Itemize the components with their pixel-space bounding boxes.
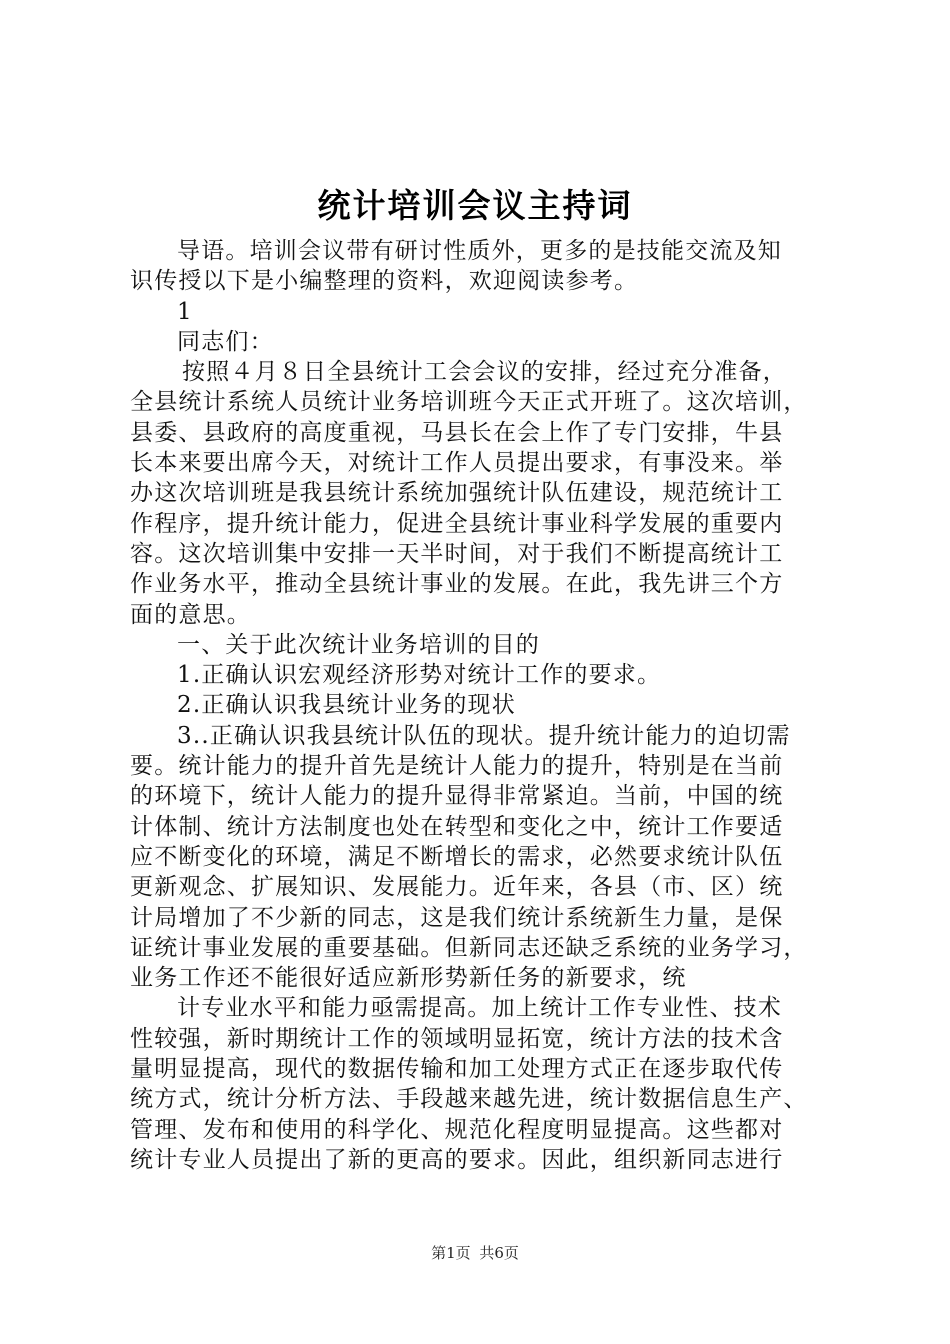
paragraph-line: 要。统计能力的提升首先是统计人能力的提升，特别是在当前 xyxy=(130,753,784,780)
paragraph-line: 作程序，提升统计能力，促进全县统计事业科学发展的重要内 xyxy=(130,510,784,537)
paragraph-line: 计专业水平和能力亟需提高。加上统计工作专业性、技术 xyxy=(177,995,782,1022)
paragraph-line: 统计专业人员提出了新的更高的要求。因此，组织新同志进行 xyxy=(130,1146,784,1173)
page-total: 共6页 xyxy=(479,1244,519,1262)
paragraph-line: 长本来要出席今天，对统计工作人员提出要求，有事没来。举 xyxy=(130,450,784,477)
paragraph-line: 计体制、统计方法制度也处在转型和变化之中，统计工作要适 xyxy=(130,813,784,840)
paragraph-line: 业务工作还不能很好适应新形势新任务的新要求，统 xyxy=(130,965,687,992)
section-heading: 一、关于此次统计业务培训的目的 xyxy=(177,631,540,658)
document-title: 统计培训会议主持词 xyxy=(317,186,633,225)
paragraph-line: 识传授以下是小编整理的资料，欢迎阅读参考。 xyxy=(130,268,639,295)
paragraph-line: 容。这次培训集中安排一天半时间，对于我们不断提高统计工 xyxy=(130,540,784,567)
paragraph-line: 管理、发布和使用的科学化、规范化程度明显提高。这些都对 xyxy=(130,1116,784,1143)
paragraph-line: 作业务水平，推动全县统计事业的发展。在此，我先讲三个方 xyxy=(130,571,784,598)
paragraph-line: 办这次培训班是我县统计系统加强统计队伍建设，规范统计工 xyxy=(130,480,784,507)
paragraph-line: 同志们： xyxy=(177,328,274,355)
list-item: 1.正确认识宏观经济形势对统计工作的要求。 xyxy=(177,662,662,689)
paragraph-line: 量明显提高，现代的数据传输和加工处理方式正在逐步取代传 xyxy=(130,1056,784,1083)
list-item: 2.正确认识我县统计业务的现状 xyxy=(177,692,516,719)
page-number: 第1页 xyxy=(431,1244,471,1262)
paragraph-line: 计局增加了不少新的同志，这是我们统计系统新生力量，是保 xyxy=(130,904,784,931)
paragraph-line: 应不断变化的环境，满足不断增长的需求，必然要求统计队伍 xyxy=(130,843,784,870)
paragraph-line: 统方式，统计分析方法、手段越来越先进，统计数据信息生产、 xyxy=(130,1086,808,1113)
document-body xyxy=(130,236,830,1175)
paragraph-line: 1 xyxy=(177,298,193,325)
paragraph-line: 的环境下，统计人能力的提升显得非常紧迫。当前，中国的统 xyxy=(130,783,784,810)
paragraph-line: 县委、县政府的高度重视，马县长在会上作了专门安排，牛县 xyxy=(130,419,784,446)
paragraph-line: 更新观念、扩展知识、发展能力。近年来，各县（市、区）统 xyxy=(130,874,784,901)
paragraph-line: 全县统计系统人员统计业务培训班今天正式开班了。这次培训， xyxy=(130,389,808,416)
paragraph-line: 按照４月８日全县统计工会会议的安排，经过充分准备， xyxy=(182,359,787,386)
page-footer xyxy=(0,1242,950,1263)
paragraph-line: 导语。培训会议带有研讨性质外，更多的是技能交流及知 xyxy=(177,238,782,264)
paragraph-line: 证统计事业发展的重要基础。但新同志还缺乏系统的业务学习， xyxy=(130,934,808,961)
paragraph-line: 面的意思。 xyxy=(130,601,251,628)
paragraph-line: 性较强，新时期统计工作的领域明显拓宽，统计方法的技术含 xyxy=(130,1025,784,1052)
list-item: 3..正确认识我县统计队伍的现状。提升统计能力的迫切需 xyxy=(177,722,791,749)
